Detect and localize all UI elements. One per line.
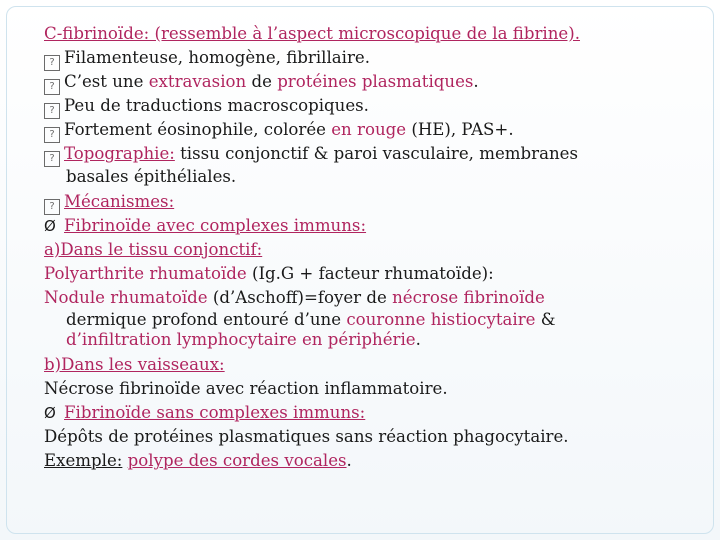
heading-tissu-conjonctif: a)Dans le tissu conjonctif: — [44, 239, 263, 259]
missing-glyph-icon: ? — [44, 79, 60, 95]
missing-glyph-icon: ? — [44, 151, 60, 167]
missing-glyph-icon: ? — [44, 55, 60, 71]
missing-glyph-icon: ? — [44, 127, 60, 143]
missing-glyph-icon: ? — [44, 103, 60, 119]
nodule-line: Nodule rhumatoïde (d’Aschoff)=foyer de nécrose fibrinoïde — [44, 287, 545, 307]
bullet-filamenteuse: ? Filamenteuse, homogène, fibrillaire. — [44, 46, 704, 70]
necrose-line: Nécrose fibrinoïde avec réaction inflammatoire. — [44, 379, 448, 399]
bullet-eosinophile: ? Fortement éosinophile, colorée en rouge (HE), PAS+. — [44, 118, 704, 142]
heading-vaisseaux: b)Dans les vaisseaux: — [44, 355, 225, 375]
slide-content — [44, 22, 704, 474]
missing-glyph-icon: ? — [44, 199, 60, 215]
arrow-avec-complexes: Ø Fibrinoïde avec complexes immuns: — [44, 214, 704, 238]
nodule-line-2: dermique profond entouré d’une couronne histiocytaire & — [66, 310, 556, 330]
bullet-extravasion: ? C’est une extravasion de protéines plasmatiques. — [44, 70, 704, 94]
slide-title: C-fibrinoïde: (ressemble à l’aspect microscopique de la fibrine). — [44, 24, 580, 43]
arrow-bullet-icon: Ø — [44, 404, 56, 423]
nodule-line-3: d’infiltration lymphocytaire en périphérie. — [66, 330, 421, 350]
exemple-line: Exemple: polype des cordes vocales. — [44, 451, 352, 471]
bullet-macroscopiques: ? Peu de traductions macroscopiques. — [44, 94, 704, 118]
bullet-mecanismes: ? Mécanismes: — [44, 190, 704, 214]
depots-line: Dépôts de protéines plasmatiques sans réaction phagocytaire. — [44, 427, 569, 447]
bullet-topographie: ? Topographie: tissu conjonctif & paroi vasculaire, membranes — [44, 142, 704, 166]
arrow-sans-complexes: Ø Fibrinoïde sans complexes immuns: — [44, 401, 704, 425]
polyarthrite-line: Polyarthrite rhumatoïde (Ig.G + facteur rhumatoïde): — [44, 263, 494, 283]
arrow-bullet-icon: Ø — [44, 216, 56, 235]
bullet-topographie-cont: basales épithéliales. — [66, 166, 237, 186]
